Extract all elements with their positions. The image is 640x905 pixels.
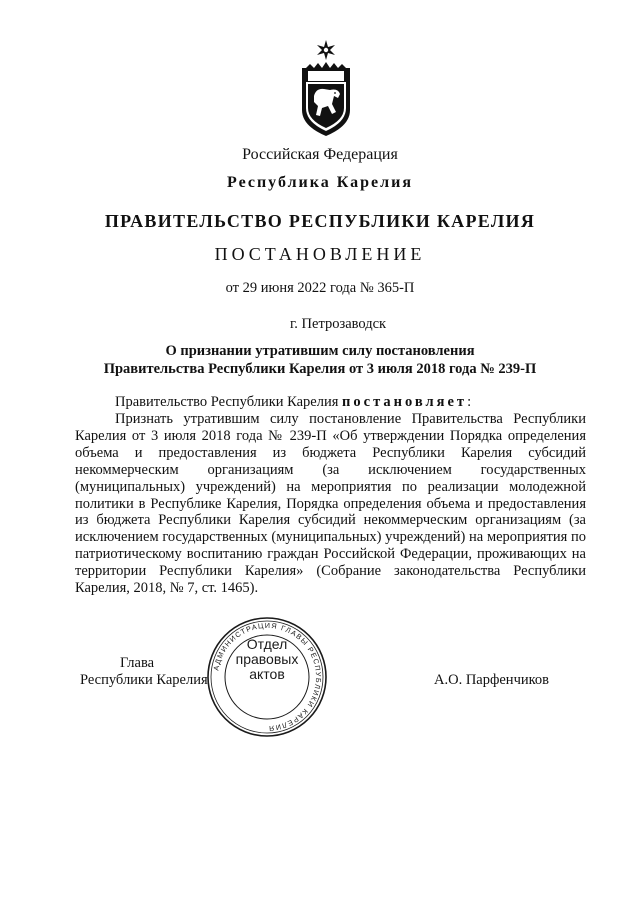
intro-keyword: постановляет [342,394,468,410]
country-name: Российская Федерация [242,146,398,163]
stamp-ring-text: АДМИНИСТРАЦИЯ ГЛАВЫ РЕСПУБЛИКИ КАРЕЛИЯ [211,620,324,734]
signatory-title-line-1: Глава [120,655,155,671]
stamp-center-text [225,637,309,682]
document-title-line-1: О признании утратившим силу постановления [165,343,475,359]
stamp-line-3: актов [249,666,285,682]
intro-prefix: Правительство Республики Карелия [115,394,343,410]
karelia-coat-of-arms-icon [296,38,356,138]
republic-name: Республика Карелия [227,174,413,191]
government-name: ПРАВИТЕЛЬСТВО РЕСПУБЛИКИ КАРЕЛИЯ [104,211,536,231]
stamp-line-2: правовых [235,651,299,667]
intro-suffix: : [467,394,472,410]
document-date-number: от 29 июня 2022 года № 365-П [225,280,415,296]
stamp-line-1: Отдел [246,636,288,652]
intro-paragraph [75,394,586,411]
signatory-name: А.О. Парфенчиков [434,672,550,688]
signatory-title-line-2: Республики Карелия [80,672,208,688]
emblem-star [317,40,335,60]
decree-paragraph: Признать утратившим силу постановление Правительства Республики Карелия от 3 июля 2018 года № 239-П «Об утверждении Порядка определения объема и предоставления из бюджета Республики Карелия субсидий некоммерческим организациям (за исключением государственных (муниципальных) учреждений) на мероприятия по реализации молодежной политики в Республике Карелия, Порядка определения объема и предоставления из бюджета Республики Карелия субсидий некоммерческим организациям (за исключением государственных (муниципальных) учреждений) на мероприятия по патриотическому воспитанию граждан Российской Федерации, проживающих на территории Республики Карелия» (Собрание законодательства Республики Карелия, 2018, № 7, ст. 1465). [75,411,586,597]
document-title-line-2: Правительства Республики Карелия от 3 июля 2018 года № 239-П [103,361,537,377]
city-name: г. Петрозаводск [290,316,387,332]
document-type: ПОСТАНОВЛЕНИЕ [214,244,426,264]
